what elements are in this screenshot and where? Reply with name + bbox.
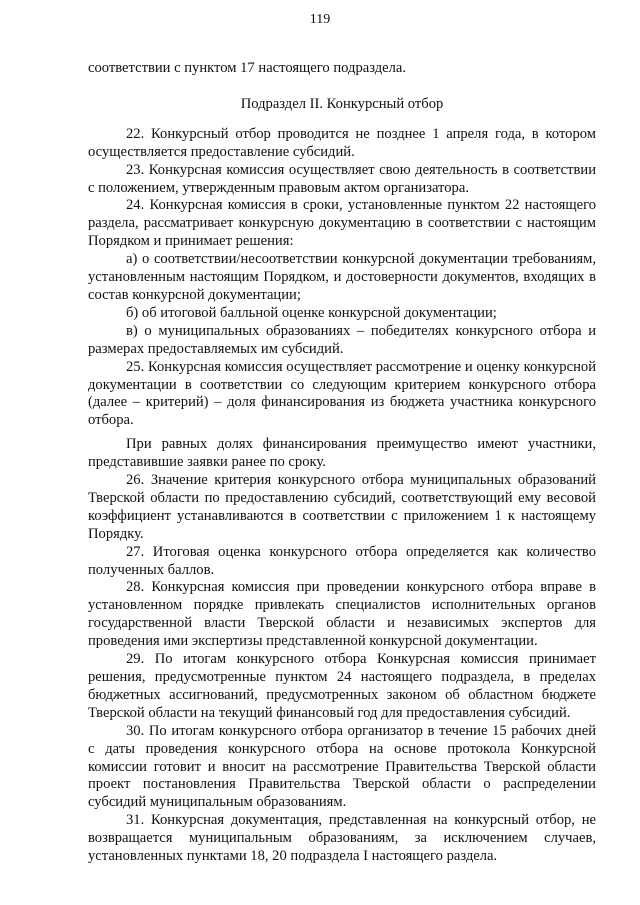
- paragraph-25-note: При равных долях финансирования преимущество имеют участники, представившие заявки ранее по сроку.: [88, 436, 596, 471]
- section-heading: Подраздел II. Конкурсный отбор: [240, 95, 444, 112]
- paragraph-26: 26. Значение критерия конкурсного отбора муниципальных образований Тверской области по предоставлению субсидий, соответствующий ему весовой коэффициент устанавливаются в соответствии с приложением 1 к настоящему Порядку.: [88, 472, 596, 542]
- paragraph-24-a: а) о соответствии/несоответствии конкурсной документации требованиям, установленным настоящим Порядком, и достоверности документов, входящих в состав конкурсной документации;: [88, 251, 596, 303]
- paragraph-24-b: б) об итоговой балльной оценке конкурсной документации;: [126, 304, 497, 321]
- paragraph-24: 24. Конкурсная комиссия в сроки, установленные пунктом 22 настоящего раздела, рассматривает конкурсную документацию в соответствии с настоящим Порядком и принимает решения:: [88, 197, 596, 250]
- paragraph-24-v: в) о муниципальных образованиях – победителях конкурсного отбора и размерах предоставляемых им субсидий.: [88, 322, 596, 357]
- paragraph-28: 28. Конкурсная комиссия при проведении конкурсного отбора вправе в установленном порядке привлекать специалистов исполнительных органов государственной власти Тверской области и независимых экспертов для проведения ими экспертизы представленной конкурсной документации.: [88, 579, 596, 650]
- paragraph-continuation: соответствии с пунктом 17 настоящего подраздела.: [88, 60, 407, 76]
- paragraph-23: 23. Конкурсная комиссия осуществляет свою деятельность в соответствии с положением, утвержденным правовым актом организатора.: [88, 161, 596, 196]
- paragraph-27: 27. Итоговая оценка конкурсного отбора определяется как количество полученных баллов.: [88, 543, 596, 578]
- paragraph-29: 29. По итогам конкурсного отбора Конкурсная комиссия принимает решения, предусмотренные пунктом 24 настоящего подраздела, в пределах бюджетных ассигнований, предусмотренных законом об областном бюджете Тверской области на текущий финансовый год для предоставления субсидий.: [88, 651, 596, 721]
- paragraph-30: 30. По итогам конкурсного отбора организатор в течение 15 рабочих дней с даты проведения конкурсного отбора на основе протокола Конкурсной комиссии готовит и вносит на рассмотрение Правительства Тверской области проект постановления Правительства Тверской области о распределении субсидий муниципальным образованиям.: [88, 722, 596, 811]
- page-number: 119: [309, 12, 331, 27]
- document-body: [88, 60, 596, 866]
- paragraph-25: 25. Конкурсная комиссия осуществляет рассмотрение и оценку конкурсной документации в соответствии со следующим критерием конкурсного отбора (далее – критерий) – доля финансирования из бюджета участника конкурсного отбора.: [88, 358, 596, 429]
- paragraph-22: 22. Конкурсный отбор проводится не позднее 1 апреля года, в котором осуществляется предоставление субсидий.: [88, 125, 596, 160]
- paragraph-31: 31. Конкурсная документация, представленная на конкурсный отбор, не возвращается муниципальным образованиям, за исключением случаев, установленных пунктами 18, 20 подраздела I настоящего раздела.: [88, 812, 596, 865]
